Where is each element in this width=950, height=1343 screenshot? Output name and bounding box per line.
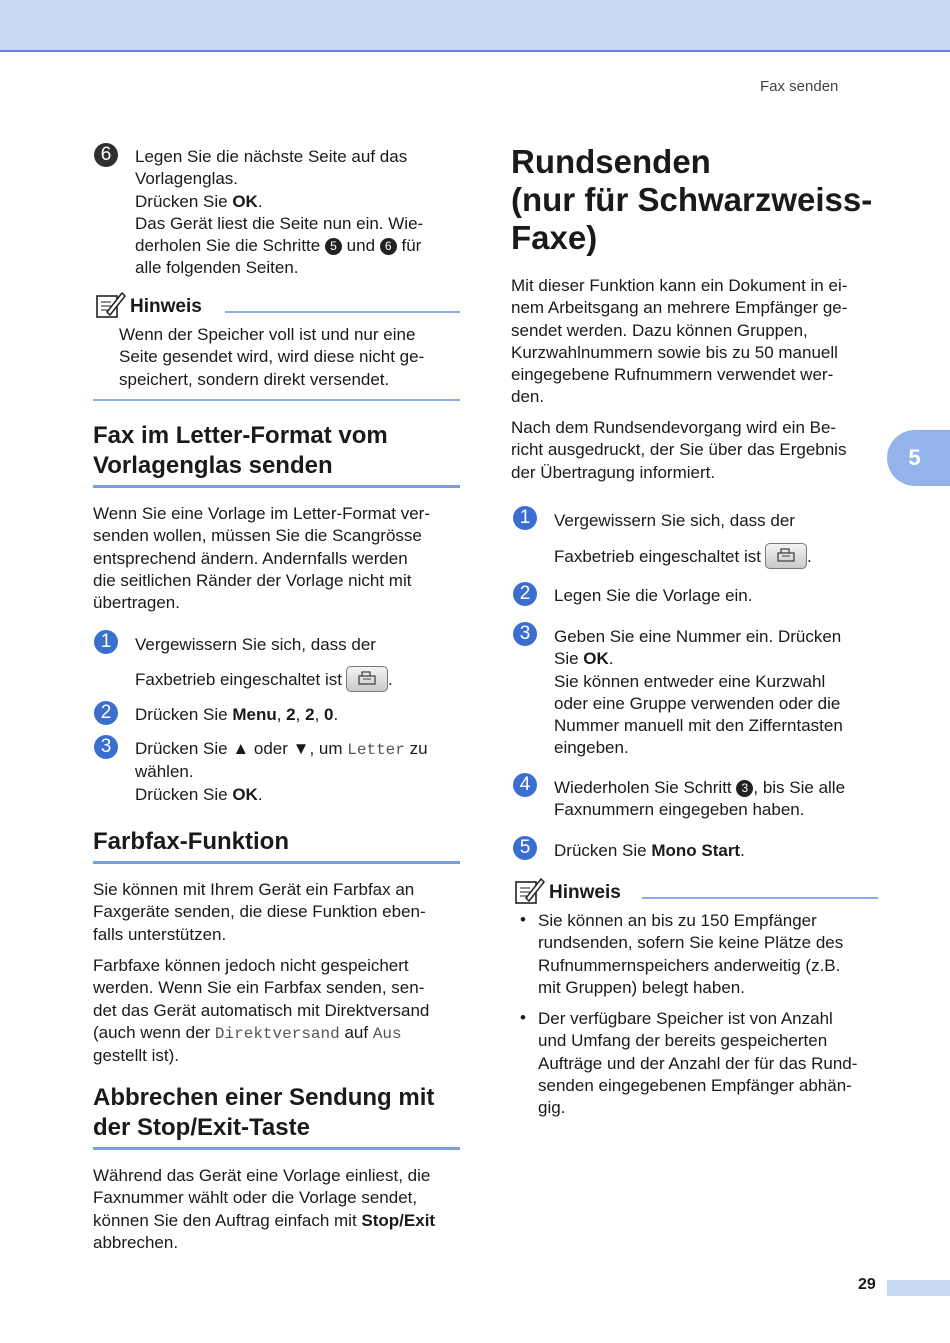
step-1-line2: Faxbetrieb eingeschaltet ist . <box>554 543 812 569</box>
step-2-text: Legen Sie die Vorlage ein. <box>554 586 753 605</box>
note-rule <box>225 311 460 313</box>
bullet-marker: • <box>520 1008 526 1027</box>
step-ref-6: 6 <box>380 238 397 255</box>
note-title: Hinweis <box>549 882 621 903</box>
down-arrow-icon: ▼ <box>292 739 310 758</box>
top-banner <box>0 0 950 52</box>
section-heading-broadcast: Rundsenden (nur für Schwarzweiss- Faxe) <box>511 143 873 256</box>
step-3-text: Drücken Sie ▲ oder ▼, um Letter zu wählen. Drücken Sie OK. <box>135 739 428 804</box>
step-3-text: Geben Sie eine Nummer ein. Drücken Sie OK. Sie können entweder eine Kurzwahl oder eine Gruppe verwenden oder die Nummer manuell mit den Zifferntasten eingeben. <box>554 627 843 758</box>
fax-mode-button-icon <box>765 543 807 569</box>
abort-paragraph: Während das Gerät eine Vorlage einliest, die Faxnummer wählt oder die Vorlage sendet, können Sie den Auftrag einfach mit Stop/Exit abbrechen. <box>93 1166 436 1252</box>
step-5-text: Drücken Sie Mono Start. <box>554 841 745 860</box>
up-arrow-icon: ▲ <box>232 739 250 758</box>
step-number-badge: 6 <box>94 143 118 167</box>
section-heading-abort: Abbrechen einer Sendung mit der Stop/Exit-Taste <box>93 1084 435 1141</box>
heading-underline <box>93 485 460 488</box>
step-2-text: Drücken Sie Menu, 2, 2, 0. <box>135 705 339 724</box>
section-heading-color-fax: Farbfax-Funktion <box>93 828 289 855</box>
step-number-badge: 5 <box>513 836 537 860</box>
heading-underline <box>93 1147 460 1150</box>
chapter-tab: 5 <box>887 430 950 486</box>
step-1-text: Vergewissern Sie sich, dass der <box>135 635 376 654</box>
step-number-badge: 2 <box>94 701 118 725</box>
note-title: Hinweis <box>130 296 202 317</box>
color-fax-paragraph-1: Sie können mit Ihrem Gerät ein Farbfax an Faxgeräte senden, die diese Funktion eben- falls unterstützen. <box>93 880 426 944</box>
note-pencil-icon <box>514 876 546 906</box>
step-number-badge: 1 <box>513 506 537 530</box>
step-number-badge: 4 <box>513 773 537 797</box>
note-text: Wenn der Speicher voll ist und nur eine Seite gesendet wird, wird diese nicht ge- speichert, sondern direkt versendet. <box>119 325 425 389</box>
step-number-badge: 2 <box>513 582 537 606</box>
step-ref-3: 3 <box>736 780 753 797</box>
step-number-badge: 1 <box>94 630 118 654</box>
note-rule <box>642 897 878 899</box>
bullet-marker: • <box>520 910 526 929</box>
broadcast-paragraph-2: Nach dem Rundsendevorgang wird ein Be- richt ausgedruckt, der Sie über das Ergebnis der Übertragung informiert. <box>511 418 847 482</box>
step-6-text: Legen Sie die nächste Seite auf das Vorlagenglas. Drücken Sie OK. Das Gerät liest die Seite nun ein. Wie- derholen Sie die Schritte 5 und 6 für alle folgenden Seiten. <box>135 147 424 278</box>
color-fax-paragraph-2: Farbfaxe können jedoch nicht gespeichert werden. Wenn Sie ein Farbfax senden, sen- det das Gerät automatisch mit Direktversand (auch wenn der Direktversand auf Aus gestellt ist). <box>93 956 430 1066</box>
step-4-text: Wiederholen Sie Schritt 3 , bis Sie alle Faxnummern eingegeben haben. <box>554 778 846 820</box>
step-1-line2: Faxbetrieb eingeschaltet ist . <box>135 666 393 692</box>
note-end-rule <box>93 399 460 401</box>
heading-underline <box>93 861 460 864</box>
note-pencil-icon <box>95 290 127 320</box>
note-bullet-2: Der verfügbare Speicher ist von Anzahl und Umfang der bereits gespeicherten Aufträge und der Anzahl der für das Rund- senden eingegebenen Empfänger abhän- gig. <box>538 1009 858 1118</box>
running-header: Fax senden <box>760 78 839 95</box>
fax-mode-button-icon <box>346 666 388 692</box>
page-number: 29 <box>858 1276 876 1293</box>
step-number-badge: 3 <box>94 735 118 759</box>
step-ref-5: 5 <box>325 238 342 255</box>
broadcast-paragraph-1: Mit dieser Funktion kann ein Dokument in ei- nem Arbeitsgang an mehrere Empfänger ge- sendet werden. Dazu können Gruppen, Kurzwahlnummern sowie bis zu 50 manuell eingegebene Rufnummern verwendet wer- den. <box>511 276 848 407</box>
step-number-badge: 3 <box>513 622 537 646</box>
section-heading-letter: Fax im Letter-Format vom Vorlagenglas senden <box>93 422 388 479</box>
page-footer-bar <box>887 1280 950 1296</box>
step-1-text: Vergewissern Sie sich, dass der <box>554 511 795 530</box>
letter-paragraph: Wenn Sie eine Vorlage im Letter-Format ver- senden wollen, müssen Sie die Scangrösse entsprechend ändern. Andernfalls werden die seitlichen Ränder der Vorlage nicht mit übertragen. <box>93 504 430 613</box>
note-bullet-1: Sie können an bis zu 150 Empfänger rundsenden, sofern Sie keine Plätze des Rufnummernspeichers anderweitig (z.B. mit Gruppen) belegt haben. <box>538 911 844 997</box>
